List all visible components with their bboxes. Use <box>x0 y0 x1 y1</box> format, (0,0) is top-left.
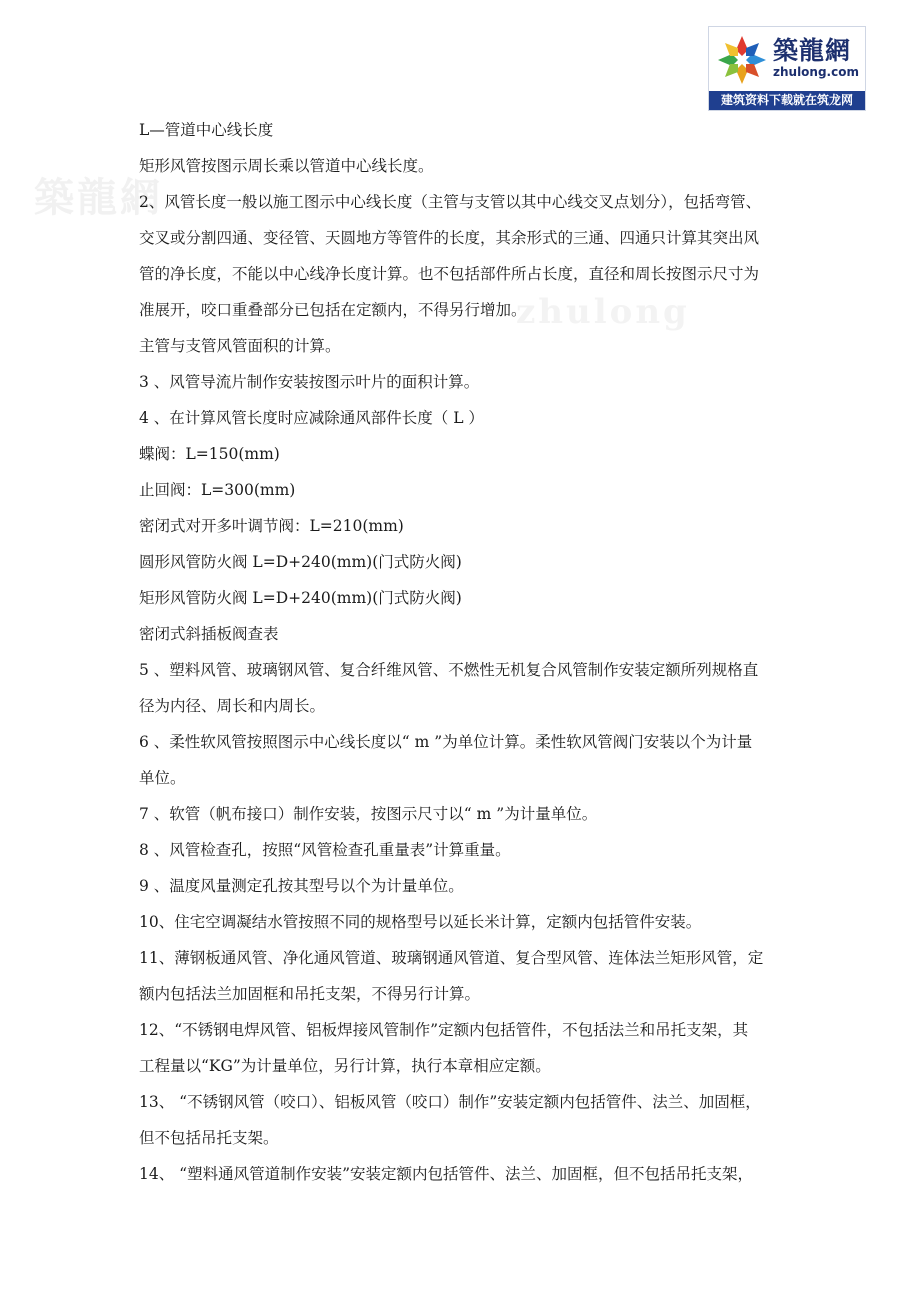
paragraph <box>139 652 789 724</box>
text-line: 但不包括吊托支架。 <box>139 1129 279 1147</box>
paragraph <box>139 580 789 616</box>
logo-text-en: zhulong.com <box>773 65 859 79</box>
text-line: 矩形风管防火阀 L=D+240(mm)(门式防火阀) <box>139 589 462 607</box>
text-line: 密闭式斜插板阀查表 <box>139 625 279 643</box>
paragraph <box>139 1156 789 1192</box>
paragraph <box>139 616 789 652</box>
paragraph <box>139 184 789 328</box>
text-line: 11、薄钢板通风管、净化通风管道、玻璃钢通风管道、复合型风管、连体法兰矩形风管，定 <box>139 949 764 967</box>
text-line: 13、 “不锈钢风管（咬口）、铝板风管（咬口）制作”安装定额内包括管件、法兰、加固框， <box>139 1093 761 1111</box>
text-line: 矩形风管按图示周长乘以管道中心线长度。 <box>139 157 434 175</box>
paragraph <box>139 868 789 904</box>
text-line: 9 、温度风量测定孔按其型号以个为计量单位。 <box>139 877 464 895</box>
paragraph <box>139 400 789 436</box>
paragraph <box>139 904 789 940</box>
zhulong-logo <box>708 26 866 111</box>
paragraph <box>139 544 789 580</box>
paragraph <box>139 1084 789 1156</box>
text-line: 工程量以“KG”为计量单位，另行计算，执行本章相应定额。 <box>139 1057 551 1075</box>
text-line: 14、 “塑料通风管道制作安装”安装定额内包括管件、法兰、加固框，但不包括吊托支架， <box>139 1165 754 1183</box>
watermark-right: zhulong <box>516 292 690 332</box>
paragraph <box>139 724 789 796</box>
text-line: 交叉或分割四通、变径管、天圆地方等管件的长度，其余形式的三通、四通只计算其突出风 <box>139 229 760 247</box>
text-line: 12、“不锈钢电焊风管、铝板焊接风管制作”定额内包括管件，不包括法兰和吊托支架，其 <box>139 1021 749 1039</box>
text-line: 径为内径、周长和内周长。 <box>139 697 326 715</box>
paragraph <box>139 148 789 184</box>
document-body <box>139 112 789 1192</box>
paragraph <box>139 472 789 508</box>
snowflake-logo-icon <box>715 33 769 87</box>
text-line: 3 、风管导流片制作安装按图示叶片的面积计算。 <box>139 373 480 391</box>
logo-text-cn: 築龍網 <box>773 36 852 65</box>
text-line: 5 、塑料风管、玻璃钢风管、复合纤维风管、不燃性无机复合风管制作安装定额所列规格直 <box>139 661 759 679</box>
text-line: 圆形风管防火阀 L=D+240(mm)(门式防火阀) <box>139 553 462 571</box>
paragraph <box>139 940 789 1012</box>
text-line: 8 、风管检查孔，按照“风管检查孔重量表”计算重量。 <box>139 841 511 859</box>
text-line: 2、风管长度一般以施工图示中心线长度（主管与支管以其中心线交叉点划分），包括弯管、 <box>139 193 762 211</box>
paragraph <box>139 328 789 364</box>
paragraph <box>139 364 789 400</box>
text-line: 准展开，咬口重叠部分已包括在定额内，不得另行增加。 <box>139 301 527 319</box>
text-line: 单位。 <box>139 769 186 787</box>
text-line: 主管与支管风管面积的计算。 <box>139 337 341 355</box>
paragraph <box>139 832 789 868</box>
watermark-left: 築龍網 <box>34 174 163 221</box>
paragraph <box>139 1012 789 1084</box>
paragraph <box>139 112 789 148</box>
paragraph <box>139 508 789 544</box>
text-line: 4 、在计算风管长度时应减除通风部件长度（ L ） <box>139 409 484 427</box>
text-line: 密闭式对开多叶调节阀：L=210(mm) <box>139 517 404 535</box>
logo-banner: 建筑资料下载就在筑龙网 <box>709 91 865 110</box>
text-line: 6 、柔性软风管按照图示中心线长度以“ m ”为单位计算。柔性软风管阀门安装以个为计量 <box>139 733 753 751</box>
paragraph <box>139 796 789 832</box>
text-line: 止回阀：L=300(mm) <box>139 481 296 499</box>
paragraph <box>139 436 789 472</box>
text-line: 10、住宅空调凝结水管按照不同的规格型号以延长米计算，定额内包括管件安装。 <box>139 913 702 931</box>
text-line: 管的净长度，不能以中心线净长度计算。也不包括部件所占长度，直径和周长按图示尺寸为 <box>139 265 760 283</box>
text-line: L—管道中心线长度 <box>139 121 274 139</box>
text-line: 额内包括法兰加固框和吊托支架，不得另行计算。 <box>139 985 481 1003</box>
text-line: 7 、软管（帆布接口）制作安装，按图示尺寸以“ m ”为计量单位。 <box>139 805 598 823</box>
text-line: 蝶阀：L=150(mm) <box>139 445 280 463</box>
